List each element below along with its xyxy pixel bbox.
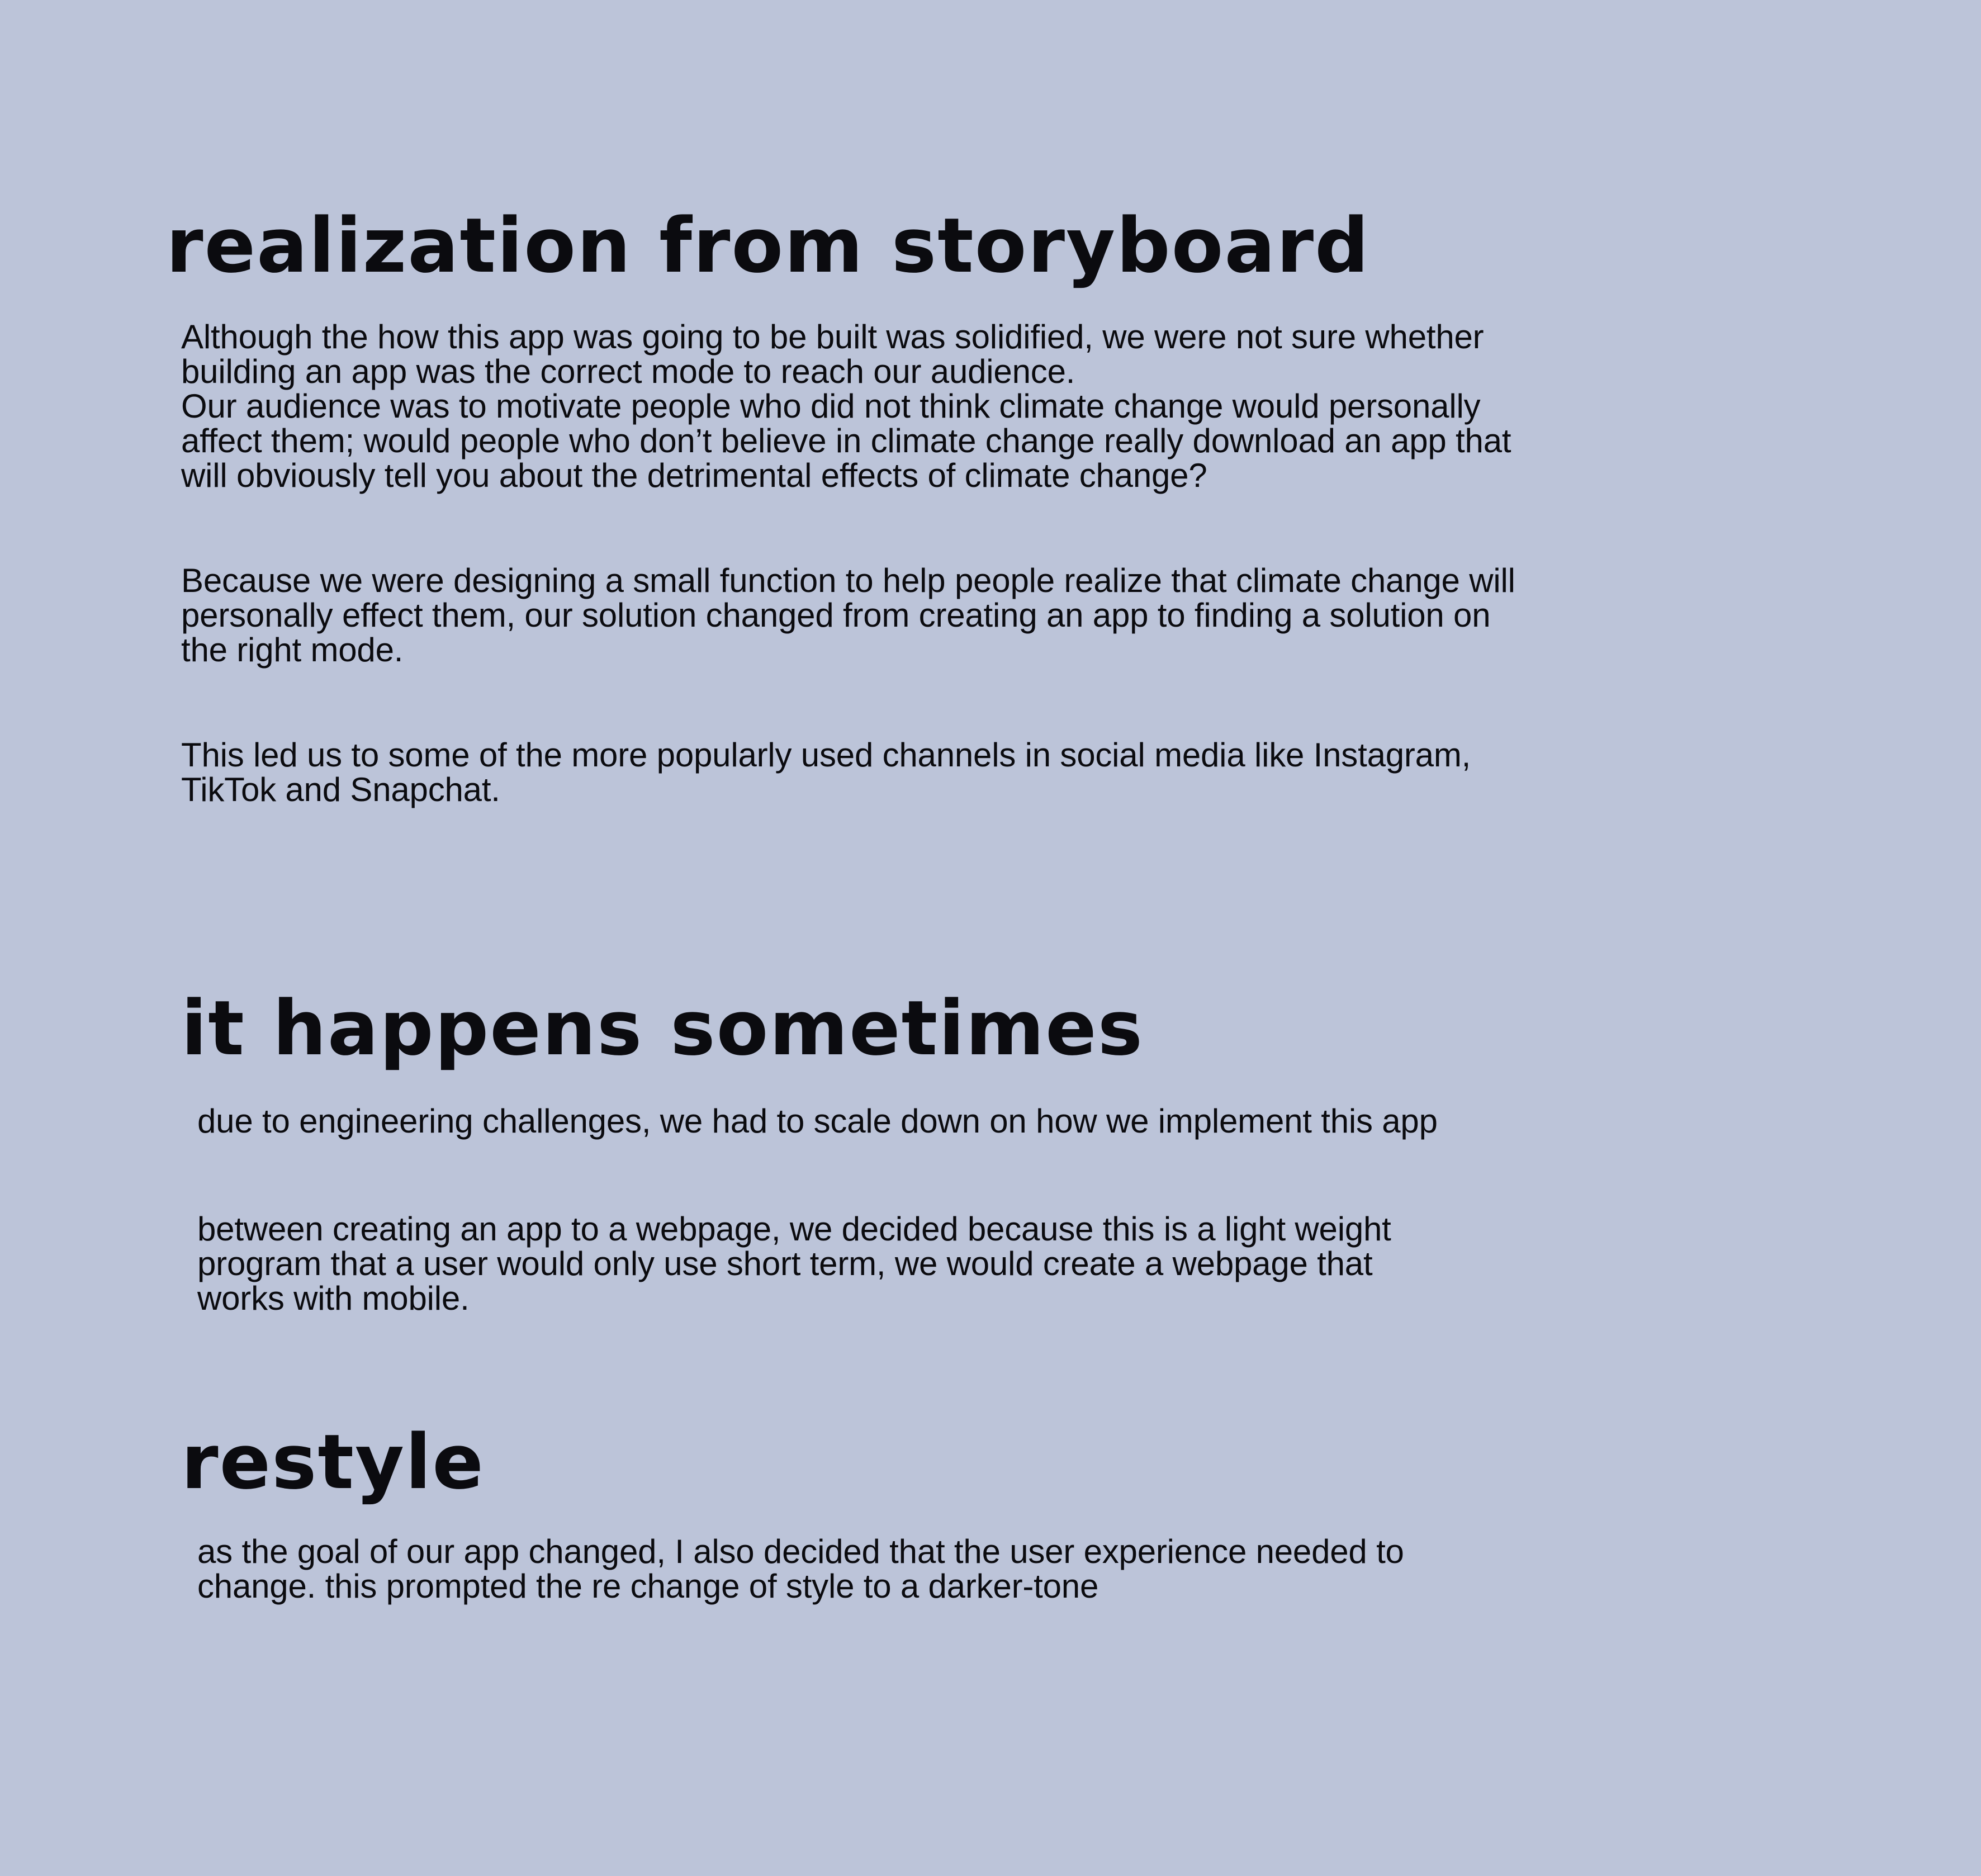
- section-paragraph: due to engineering challenges, we had to scale down on how we implement this app: [197, 1102, 1438, 1140]
- section-paragraph: as the goal of our app changed, I also decided that the user experience needed to change. this prompted the re change of style to a darker-tone: [197, 1533, 1404, 1605]
- section-paragraph: Because we were designing a small function to help people realize that climate change will personally effect them, our solution changed from creating an app to finding a solution on the right mode.: [181, 562, 1515, 669]
- section-paragraph: Although the how this app was going to be built was solidified, we were not sure whether building an app was the correct mode to reach our audience. Our audience was to motivate people who did not think climate change would personally affect them; would people who don’t believe in climate change really download an app that will obviously tell you about the detrimental effects of climate change?: [181, 318, 1511, 494]
- section-paragraph: This led us to some of the more popularly used channels in social media like Instagram, TikTok and Snapchat.: [181, 736, 1471, 808]
- section-heading-restyle: restyle: [181, 1418, 485, 1506]
- section-heading-realization: realization from storyboard: [166, 202, 1370, 290]
- section-paragraph: between creating an app to a webpage, we decided because this is a light weight program that a user would only use short term, we would create a webpage that works with mobile.: [197, 1210, 1391, 1317]
- section-heading-it-happens: it happens sometimes: [181, 984, 1144, 1072]
